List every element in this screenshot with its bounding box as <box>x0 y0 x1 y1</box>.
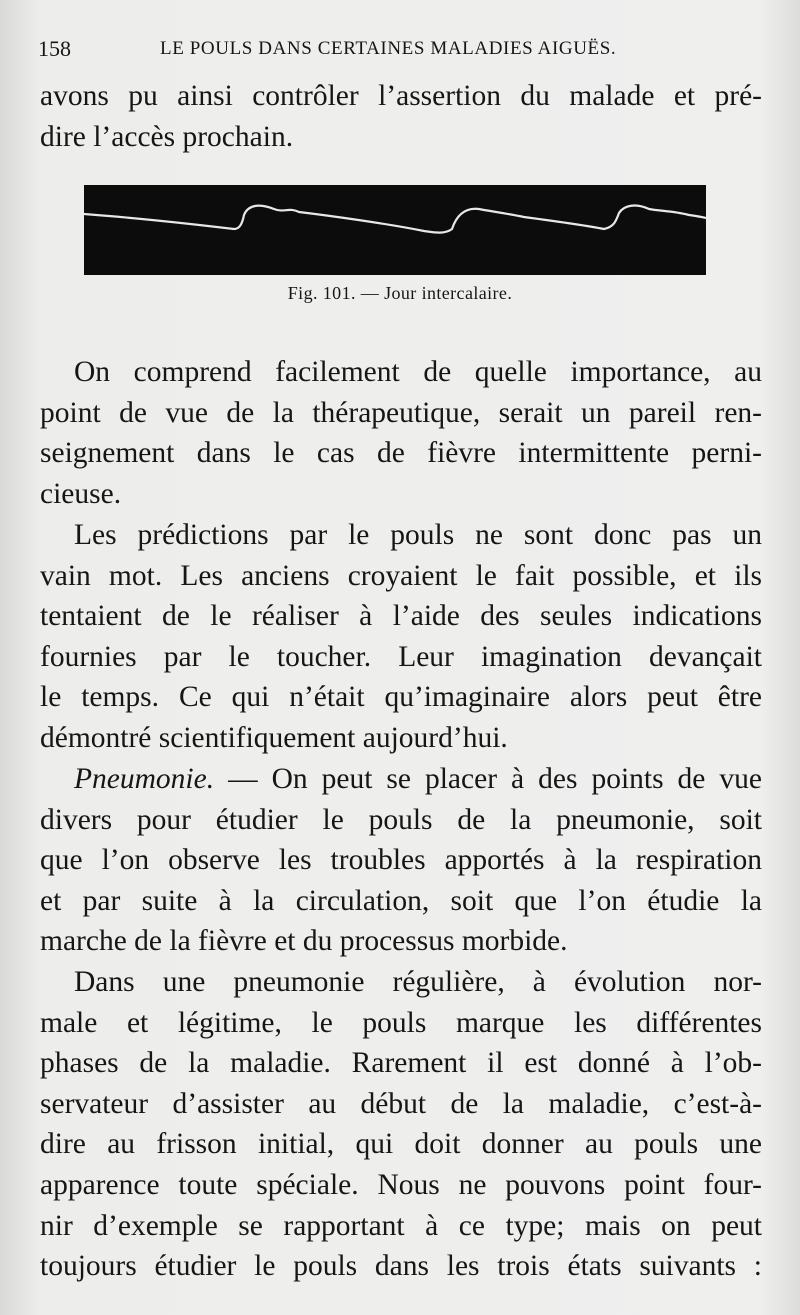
text-line: marche de la fièvre et du processus morbide. <box>40 925 568 958</box>
text-line: démontré scientifiquement aujourd’hui. <box>40 721 508 754</box>
text-fragment: — On peut se placer à des points de vue <box>214 763 762 795</box>
text-line <box>40 759 762 800</box>
intro-text <box>40 76 762 157</box>
paragraph-4 <box>40 962 762 1287</box>
text-line: servateur d’assister au début de la maladie, c’est-à- <box>40 1087 762 1120</box>
text-line: vain mot. Les anciens croyaient le fait possible, et ils <box>40 559 762 592</box>
paragraph-3 <box>40 759 762 962</box>
text-line: phases de la maladie. Rarement il est donné à l’ob- <box>40 1047 762 1080</box>
text-line: fournies par le toucher. Leur imagination devançait <box>40 640 762 673</box>
figure-caption: Fig. 101. — Jour intercalaire. <box>287 283 513 303</box>
pulse-tracing-figure <box>84 185 706 275</box>
text-line: tentaient de le réaliser à l’aide des seules indications <box>40 600 762 633</box>
text-line: nir d’exemple se rapportant à ce type; mais on peut <box>40 1209 762 1242</box>
pulse-tracing-svg <box>84 185 706 275</box>
text-line: apparence toute spéciale. Nous ne pouvons point four- <box>40 1168 762 1201</box>
text-line: avons pu ainsi contrôler l’assertion du malade et pré- <box>40 80 762 112</box>
running-title: LE POULS DANS CERTAINES MALADIES AIGUËS. <box>160 38 617 59</box>
paragraph-1 <box>40 352 762 514</box>
text-line: cieuse. <box>40 477 122 510</box>
text-line: le temps. Ce qui n’était qu’imaginaire alors peut être <box>40 681 762 714</box>
text-line: et par suite à la circulation, soit que l’on étudie la <box>40 884 762 917</box>
text-line: seignement dans le cas de fièvre intermittente perni- <box>40 437 762 470</box>
text-line: Dans une pneumonie régulière, à évolution nor- <box>74 966 762 998</box>
page-number: 158 <box>38 36 71 61</box>
text-line: toujours étudier le pouls dans les trois états suivants : <box>40 1250 762 1283</box>
text-line: dire l’accès prochain. <box>40 120 294 153</box>
text-line: male et légitime, le pouls marque les différentes <box>40 1006 762 1039</box>
pulse-tracing-line <box>84 206 706 233</box>
text-line: point de vue de la thérapeutique, serait un pareil ren- <box>40 396 762 429</box>
text-line: dire au frisson initial, qui doit donner au pouls une <box>40 1128 762 1161</box>
section-heading-pneumonie: Pneumonie. <box>74 763 215 795</box>
text-line: divers pour étudier le pouls de la pneumonie, soit <box>40 803 762 836</box>
paragraph-2 <box>40 515 762 759</box>
text-line: Les prédictions par le pouls ne sont donc pas un <box>74 519 762 551</box>
text-line: On comprend facilement de quelle importance, au <box>74 356 762 388</box>
text-line: que l’on observe les troubles apportés à la respiration <box>40 844 762 877</box>
page-header <box>38 36 758 64</box>
